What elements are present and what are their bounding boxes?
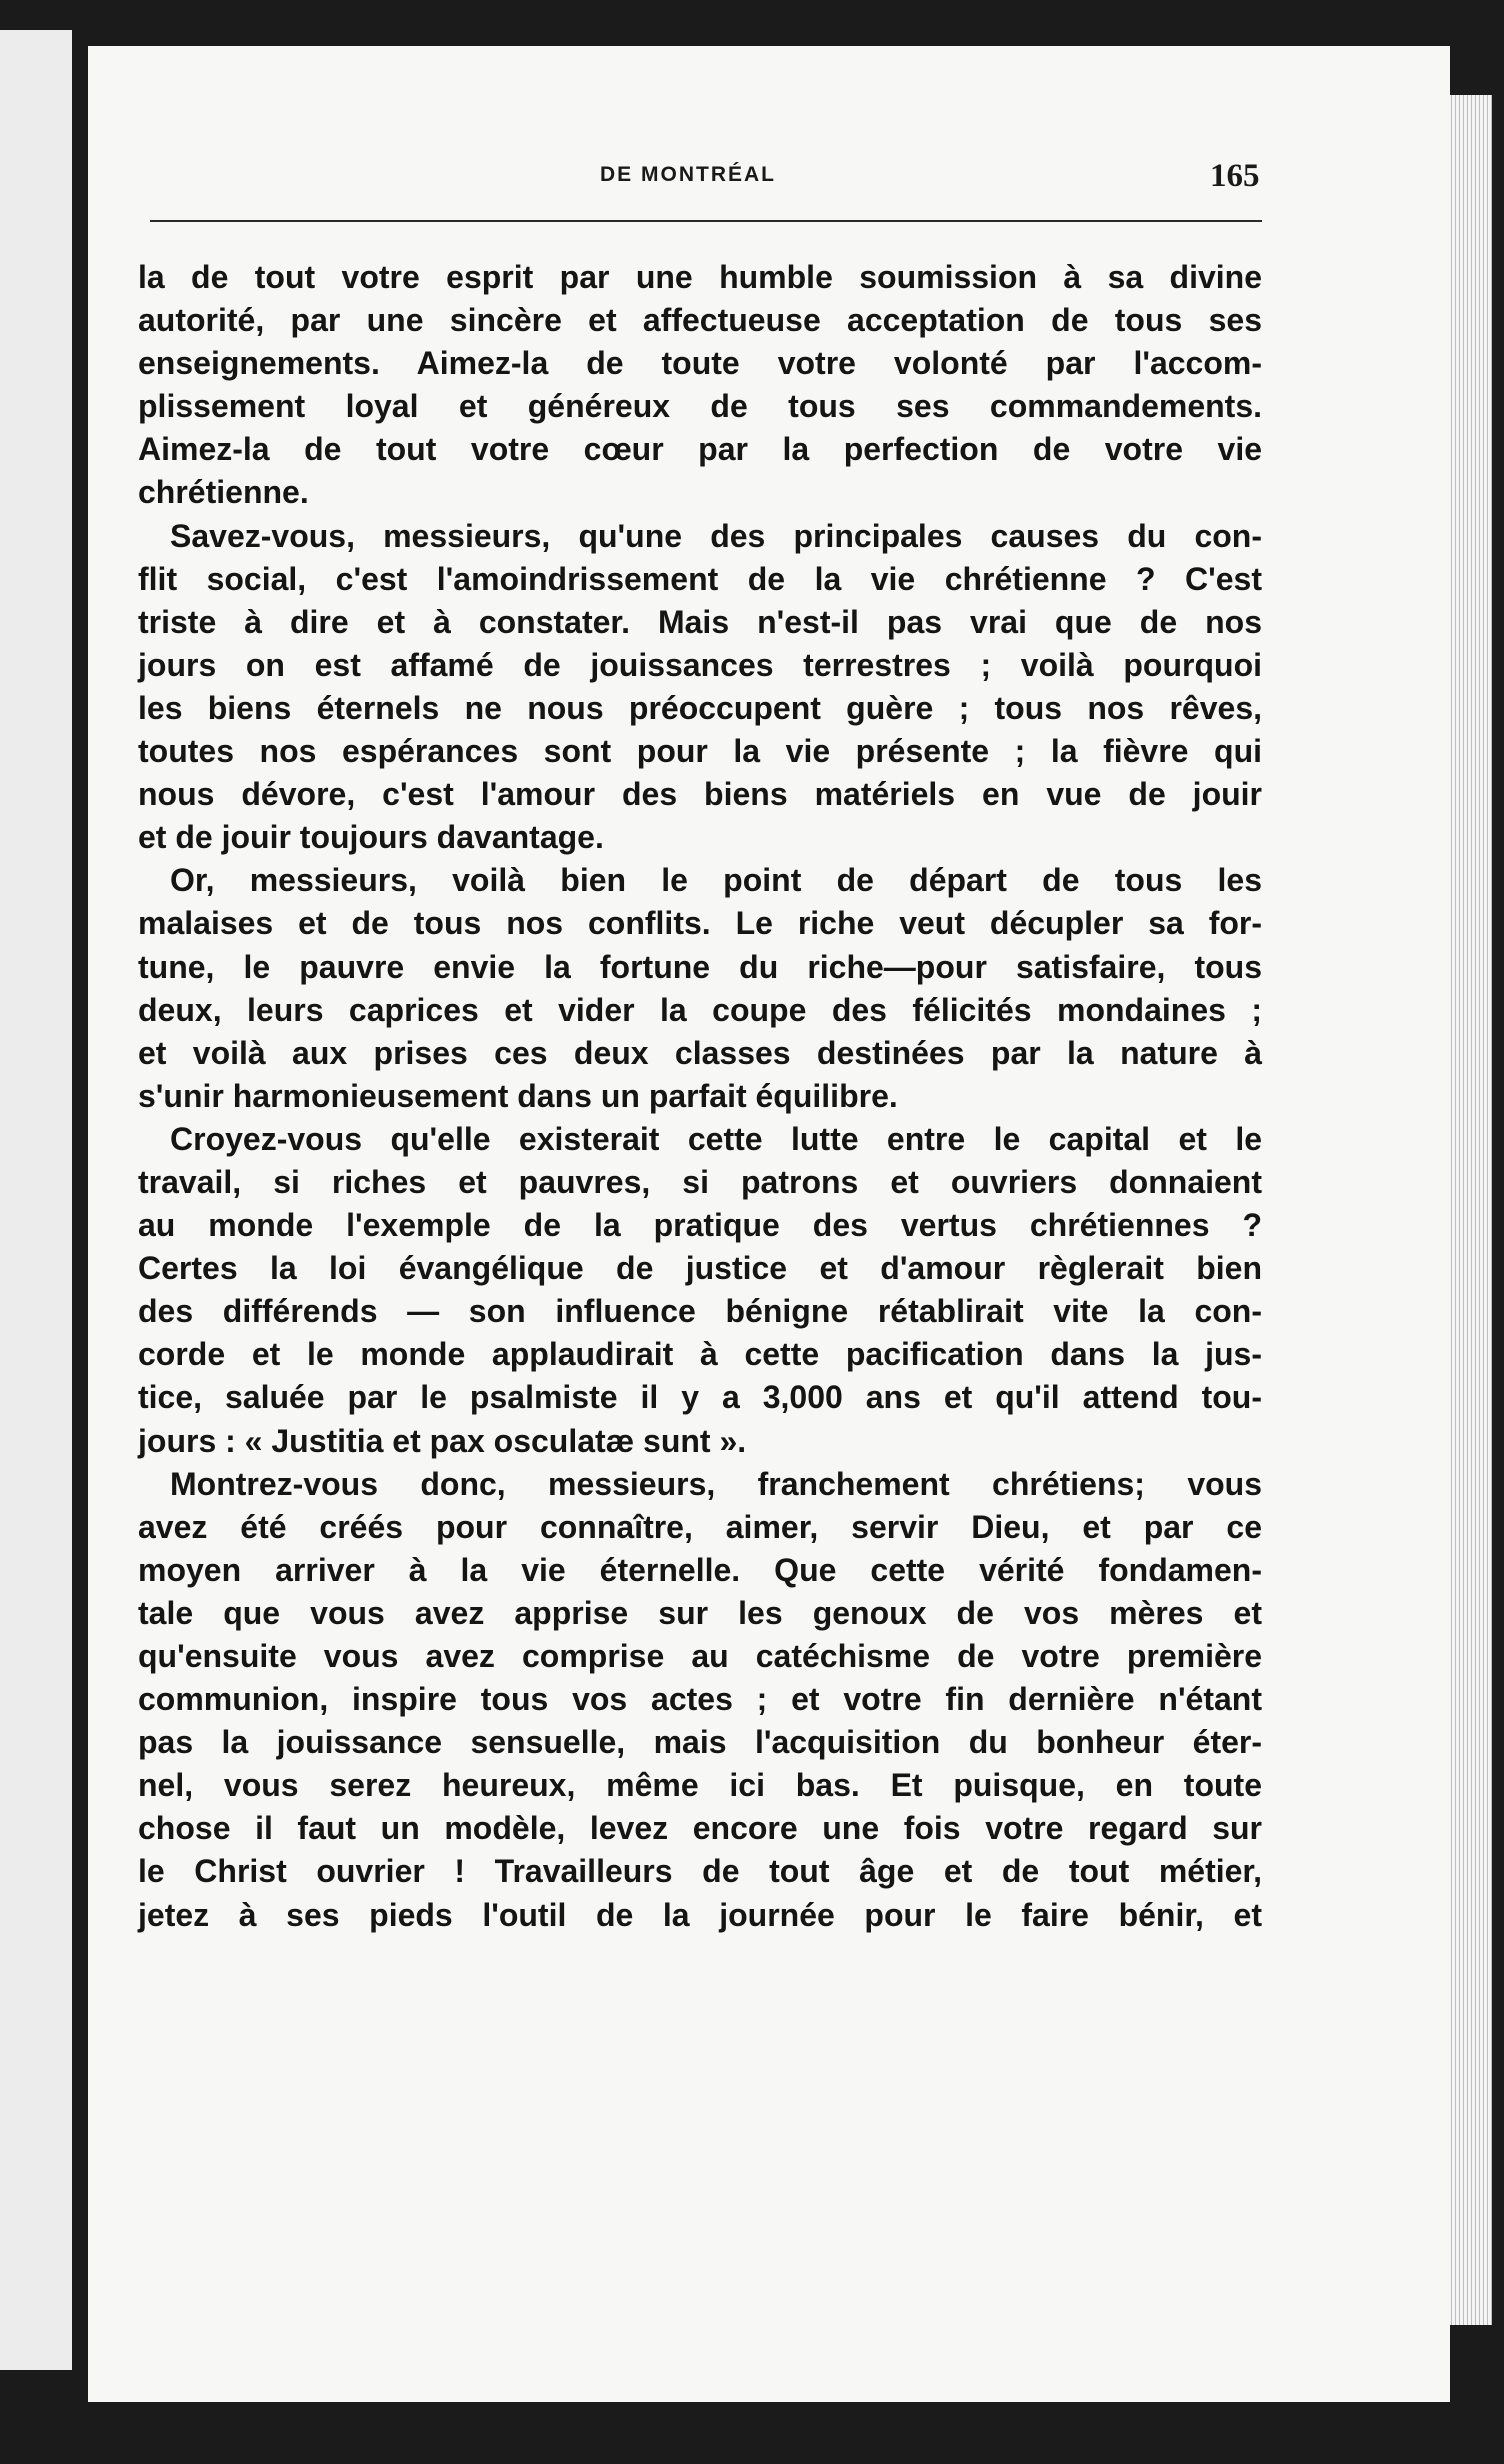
text-line: Savez-vous, messieurs, qu'une des principales causes du con- xyxy=(170,517,1262,554)
text-line: malaises et de tous nos conflits. Le riche veut décupler sa for- xyxy=(138,905,1262,942)
text-line: au monde l'exemple de la pratique des vertus chrétiennes ? xyxy=(138,1207,1262,1244)
text-line: travail, si riches et pauvres, si patrons et ouvriers donnaient xyxy=(138,1163,1262,1200)
text-line: enseignements. Aimez-la de toute votre volonté par l'accom- xyxy=(138,345,1262,382)
page-number: 165 xyxy=(1210,158,1260,194)
text-line: et de jouir toujours davantage. xyxy=(138,819,604,856)
text-line: nous dévore, c'est l'amour des biens matériels en vue de jouir xyxy=(138,776,1262,813)
text-line: moyen arriver à la vie éternelle. Que cette vérité fondamen- xyxy=(138,1551,1262,1588)
running-head: DE MONTRÉAL xyxy=(600,163,776,186)
text-line: pas la jouissance sensuelle, mais l'acquisition du bonheur éter- xyxy=(138,1724,1262,1761)
text-line: toutes nos espérances sont pour la vie présente ; la fièvre qui xyxy=(138,733,1262,770)
text-line: jours on est affamé de jouissances terrestres ; voilà pourquoi xyxy=(138,646,1262,683)
text-line: Aimez-la de tout votre cœur par la perfection de votre vie xyxy=(138,431,1262,468)
text-line: tune, le pauvre envie la fortune du riche—pour satisfaire, tous xyxy=(138,948,1262,985)
text-line: triste à dire et à constater. Mais n'est-il pas vrai que de nos xyxy=(138,603,1262,640)
text-line: les biens éternels ne nous préoccupent guère ; tous nos rêves, xyxy=(138,689,1262,726)
text-line: jours : « Justitia et pax osculatæ sunt ». xyxy=(138,1422,747,1459)
page-edges xyxy=(1448,95,1492,2325)
text-line: le Christ ouvrier ! Travailleurs de tout âge et de tout métier, xyxy=(138,1853,1262,1890)
text-line: Certes la loi évangélique de justice et d'amour règlerait bien xyxy=(138,1250,1262,1287)
text-line: chose il faut un modèle, levez encore une fois votre regard sur xyxy=(138,1810,1262,1847)
text-line: corde et le monde applaudirait à cette pacification dans la jus- xyxy=(138,1336,1262,1373)
text-line: des différends — son influence bénigne rétablirait vite la con- xyxy=(138,1293,1262,1330)
text-line: Croyez-vous qu'elle existerait cette lutte entre le capital et le xyxy=(170,1120,1262,1157)
text-line: tale que vous avez apprise sur les genoux de vos mères et xyxy=(138,1594,1262,1631)
text-line: flit social, c'est l'amoindrissement de la vie chrétienne ? C'est xyxy=(138,560,1262,597)
body-text xyxy=(138,256,1262,1937)
header-rule xyxy=(150,220,1262,222)
text-line: Or, messieurs, voilà bien le point de départ de tous les xyxy=(170,862,1262,899)
adjacent-page-edge xyxy=(0,30,72,2370)
text-line: avez été créés pour connaître, aimer, servir Dieu, et par ce xyxy=(138,1508,1262,1545)
text-line: nel, vous serez heureux, même ici bas. Et puisque, en toute xyxy=(138,1767,1262,1804)
text-line: et voilà aux prises ces deux classes destinées par la nature à xyxy=(138,1034,1262,1071)
text-line: la de tout votre esprit par une humble soumission à sa divine xyxy=(138,259,1262,295)
text-line: qu'ensuite vous avez comprise au catéchisme de votre première xyxy=(138,1638,1262,1674)
text-line: communion, inspire tous vos actes ; et votre fin dernière n'étant xyxy=(138,1681,1262,1718)
text-line: chrétienne. xyxy=(138,474,309,511)
text-line: deux, leurs caprices et vider la coupe des félicités mondaines ; xyxy=(138,991,1262,1028)
text-line: Montrez-vous donc, messieurs, franchement chrétiens; vous xyxy=(170,1465,1262,1502)
text-line: plissement loyal et généreux de tous ses commandements. xyxy=(138,388,1262,425)
text-line: tice, saluée par le psalmiste il y a 3,000 ans et qu'il attend tou- xyxy=(138,1379,1262,1416)
text-line: autorité, par une sincère et affectueuse acceptation de tous ses xyxy=(138,302,1262,339)
text-line: s'unir harmonieusement dans un parfait équilibre. xyxy=(138,1077,898,1114)
text-line: jetez à ses pieds l'outil de la journée pour le faire bénir, et xyxy=(138,1896,1262,1933)
